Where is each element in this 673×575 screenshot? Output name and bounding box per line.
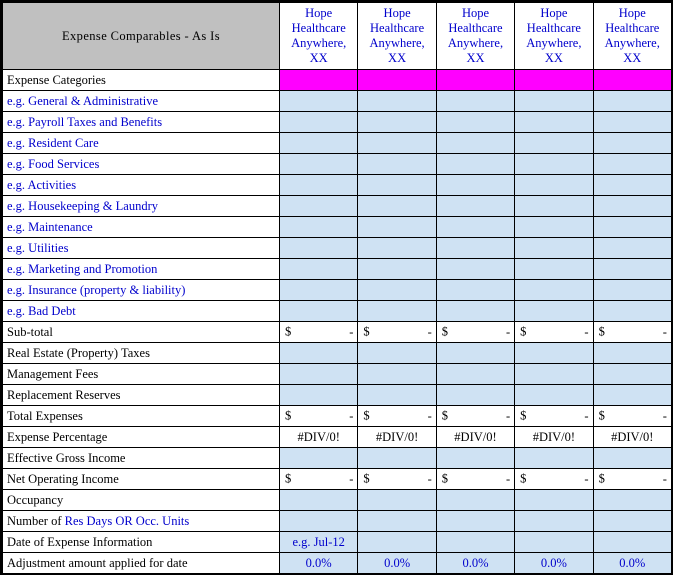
cell-r20-c1[interactable]	[280, 511, 358, 532]
table-row	[3, 469, 672, 490]
cell-r1-c3[interactable]	[436, 112, 514, 133]
row-label: Replacement Reserves	[3, 385, 280, 406]
cell-r17-c3[interactable]	[436, 448, 514, 469]
comp-header-line: XX	[388, 51, 407, 65]
cell-r16-c5[interactable]: #DIV/0!	[593, 427, 671, 448]
row-label: Total Expenses	[3, 406, 280, 427]
cell-r7-c2[interactable]	[358, 238, 436, 259]
cell-r20-c2[interactable]	[358, 511, 436, 532]
cell-r10-c1[interactable]	[280, 301, 358, 322]
cell-r13-c2[interactable]	[358, 364, 436, 385]
cell-r17-c4[interactable]	[515, 448, 593, 469]
currency-symbol: $	[285, 408, 292, 423]
comp-header-line: Hope	[305, 6, 333, 20]
comp-header-1	[280, 3, 358, 70]
expense-comparables-table	[2, 2, 672, 574]
cell-r22-c5[interactable]: 0.0%	[593, 553, 671, 574]
cell-r8-c1[interactable]	[280, 259, 358, 280]
cell-value: -	[506, 471, 511, 486]
cell-r16-c4[interactable]: #DIV/0!	[515, 427, 593, 448]
table-row	[3, 448, 672, 469]
cell-r0-c5[interactable]	[593, 91, 671, 112]
cell-r0-c4[interactable]	[515, 91, 593, 112]
row-label	[3, 511, 280, 532]
cell-r10-c2[interactable]	[358, 301, 436, 322]
comp-header-line: Hope	[618, 6, 646, 20]
currency-symbol: $	[441, 324, 449, 339]
row-label: e.g. Activities	[3, 175, 280, 196]
currency-symbol: $	[363, 324, 370, 339]
cell-r6-c1[interactable]	[280, 217, 358, 238]
table-row	[3, 259, 672, 280]
row-label: e.g. Bad Debt	[3, 301, 280, 322]
comp-label-2: Comp 2	[358, 70, 436, 91]
cell-r19-c5[interactable]	[593, 490, 671, 511]
cell-r13-c4[interactable]	[515, 364, 593, 385]
table-row	[3, 364, 672, 385]
cell-r10-c4[interactable]	[515, 301, 593, 322]
cell-r9-c2[interactable]	[358, 280, 436, 301]
row-label: e.g. Marketing and Promotion	[3, 259, 280, 280]
cell-value: -	[662, 324, 667, 339]
cell-r21-c4[interactable]	[515, 532, 593, 553]
cell-r12-c2[interactable]	[358, 343, 436, 364]
currency-symbol: $	[441, 471, 449, 486]
cell-value: -	[349, 408, 354, 423]
cell-value: -	[662, 408, 667, 423]
cell-r5-c1[interactable]	[280, 196, 358, 217]
row-label: e.g. Insurance (property & liability)	[3, 280, 280, 301]
cell-r18-c1[interactable]	[280, 469, 358, 490]
row-label-plain: Number of	[7, 513, 65, 528]
category-header-row	[3, 70, 672, 91]
cell-r17-c2[interactable]	[358, 448, 436, 469]
page-title: Expense Comparables - As Is	[3, 3, 280, 70]
row-label-highlight: Res Days OR Occ. Units	[64, 513, 190, 528]
cell-r22-c1[interactable]: 0.0%	[280, 553, 358, 574]
cell-r3-c5[interactable]	[593, 154, 671, 175]
comp-label-3: Comp 3	[436, 70, 514, 91]
cell-r8-c3[interactable]	[436, 259, 514, 280]
cell-r11-c2[interactable]	[358, 322, 436, 343]
cell-value: -	[506, 324, 511, 339]
comp-header-line: Healthcare	[370, 21, 425, 35]
table-row	[3, 217, 672, 238]
cell-r19-c2[interactable]	[358, 490, 436, 511]
cell-r16-c1[interactable]: #DIV/0!	[280, 427, 358, 448]
comp-header-line: XX	[623, 51, 642, 65]
comp-header-line: XX	[544, 51, 563, 65]
cell-r7-c3[interactable]	[436, 238, 514, 259]
cell-r9-c5[interactable]	[593, 280, 671, 301]
cell-r9-c4[interactable]	[515, 280, 593, 301]
comp-header-line: Healthcare	[526, 21, 581, 35]
cell-r1-c4[interactable]	[515, 112, 593, 133]
cell-r18-c4[interactable]	[515, 469, 593, 490]
cell-r7-c5[interactable]	[593, 238, 671, 259]
row-label: Effective Gross Income	[3, 448, 280, 469]
comp-header-line: Hope	[461, 6, 490, 20]
cell-r19-c4[interactable]	[515, 490, 593, 511]
cell-r5-c2[interactable]	[358, 196, 436, 217]
row-label: e.g. Maintenance	[3, 217, 280, 238]
comp-header-line: XX	[466, 51, 485, 65]
cell-r14-c5[interactable]	[593, 385, 671, 406]
cell-r1-c5[interactable]	[593, 112, 671, 133]
cell-r19-c3[interactable]	[436, 490, 514, 511]
cell-r2-c3[interactable]	[436, 133, 514, 154]
table-row	[3, 301, 672, 322]
currency-symbol: $	[285, 471, 292, 486]
cell-r5-c3[interactable]	[436, 196, 514, 217]
comp-label-4: Comp 4	[515, 70, 593, 91]
cell-r5-c5[interactable]	[593, 196, 671, 217]
row-label: Date of Expense Information	[3, 532, 280, 553]
cell-value: -	[662, 471, 667, 486]
cell-r4-c2[interactable]	[358, 175, 436, 196]
cell-r18-c3[interactable]	[436, 469, 514, 490]
expense-categories-label: Expense Categories	[3, 70, 280, 91]
currency-symbol: $	[598, 471, 605, 486]
comp-header-5	[593, 3, 671, 70]
comp-header-2	[358, 3, 436, 70]
cell-r6-c4[interactable]	[515, 217, 593, 238]
cell-r5-c4[interactable]	[515, 196, 593, 217]
cell-r22-c4[interactable]: 0.0%	[515, 553, 593, 574]
cell-r12-c3[interactable]	[436, 343, 514, 364]
cell-r0-c3[interactable]	[436, 91, 514, 112]
currency-symbol: $	[363, 408, 370, 423]
cell-r3-c1[interactable]	[280, 154, 358, 175]
cell-r14-c2[interactable]	[358, 385, 436, 406]
comp-header-line: Healthcare	[291, 21, 346, 35]
cell-value: -	[506, 408, 511, 423]
row-label: Real Estate (Property) Taxes	[3, 343, 280, 364]
table-row	[3, 490, 672, 511]
currency-symbol: $	[598, 408, 605, 423]
comp-header-3	[436, 3, 514, 70]
cell-r8-c2[interactable]	[358, 259, 436, 280]
comp-header-line: Anywhere,	[526, 36, 582, 50]
cell-r4-c5[interactable]	[593, 175, 671, 196]
cell-r9-c1[interactable]	[280, 280, 358, 301]
cell-r11-c4[interactable]	[515, 322, 593, 343]
currency-symbol: $	[285, 324, 292, 339]
cell-r2-c2[interactable]	[358, 133, 436, 154]
comp-header-line: Anywhere,	[604, 36, 660, 50]
table-row	[3, 427, 672, 448]
row-label: e.g. General & Administrative	[3, 91, 280, 112]
cell-r15-c3[interactable]	[436, 406, 514, 427]
row-label: Net Operating Income	[3, 469, 280, 490]
table-row	[3, 532, 672, 553]
cell-r20-c4[interactable]	[515, 511, 593, 532]
currency-symbol: $	[598, 324, 605, 339]
table-row	[3, 112, 672, 133]
cell-r19-c1[interactable]	[280, 490, 358, 511]
cell-r11-c3[interactable]	[436, 322, 514, 343]
cell-r2-c4[interactable]	[515, 133, 593, 154]
cell-value: -	[584, 408, 589, 423]
table-row	[3, 91, 672, 112]
cell-r21-c1[interactable]: e.g. Jul-12	[280, 532, 358, 553]
cell-r11-c1[interactable]	[280, 322, 358, 343]
table-row	[3, 238, 672, 259]
cell-r6-c2[interactable]	[358, 217, 436, 238]
cell-r4-c1[interactable]	[280, 175, 358, 196]
table-row	[3, 406, 672, 427]
cell-r3-c3[interactable]	[436, 154, 514, 175]
row-label: e.g. Payroll Taxes and Benefits	[3, 112, 280, 133]
cell-r22-c3[interactable]: 0.0%	[436, 553, 514, 574]
cell-r8-c5[interactable]	[593, 259, 671, 280]
cell-r15-c1[interactable]	[280, 406, 358, 427]
cell-r12-c1[interactable]	[280, 343, 358, 364]
cell-r1-c2[interactable]	[358, 112, 436, 133]
cell-r14-c1[interactable]	[280, 385, 358, 406]
cell-r6-c5[interactable]	[593, 217, 671, 238]
cell-r4-c3[interactable]	[436, 175, 514, 196]
comp-header-4	[515, 3, 593, 70]
cell-r17-c1[interactable]	[280, 448, 358, 469]
table-row	[3, 175, 672, 196]
cell-value: -	[427, 324, 432, 339]
cell-r15-c2[interactable]	[358, 406, 436, 427]
row-label: e.g. Utilities	[3, 238, 280, 259]
comp-header-line: Hope	[540, 6, 568, 20]
cell-r16-c2[interactable]: #DIV/0!	[358, 427, 436, 448]
cell-r10-c5[interactable]	[593, 301, 671, 322]
comp-header-line: Anywhere,	[369, 36, 425, 50]
table-row	[3, 343, 672, 364]
cell-r20-c5[interactable]	[593, 511, 671, 532]
table-row	[3, 280, 672, 301]
row-label: Management Fees	[3, 364, 280, 385]
cell-r10-c3[interactable]	[436, 301, 514, 322]
cell-r4-c4[interactable]	[515, 175, 593, 196]
cell-r17-c5[interactable]	[593, 448, 671, 469]
table-row	[3, 322, 672, 343]
cell-r3-c4[interactable]	[515, 154, 593, 175]
cell-r15-c4[interactable]	[515, 406, 593, 427]
cell-r9-c3[interactable]	[436, 280, 514, 301]
cell-r1-c1[interactable]	[280, 112, 358, 133]
cell-r2-c5[interactable]	[593, 133, 671, 154]
cell-r12-c5[interactable]	[593, 343, 671, 364]
table-row	[3, 154, 672, 175]
cell-r2-c1[interactable]	[280, 133, 358, 154]
cell-r21-c2[interactable]	[358, 532, 436, 553]
currency-symbol: $	[520, 408, 527, 423]
comp-header-line: Hope	[383, 6, 411, 20]
cell-r22-c2[interactable]: 0.0%	[358, 553, 436, 574]
comp-header-line: Anywhere,	[447, 36, 504, 50]
cell-value: -	[349, 471, 354, 486]
cell-r13-c3[interactable]	[436, 364, 514, 385]
cell-r11-c5[interactable]	[593, 322, 671, 343]
cell-r3-c2[interactable]	[358, 154, 436, 175]
cell-r0-c1[interactable]	[280, 91, 358, 112]
currency-symbol: $	[520, 471, 527, 486]
comp-header-line: Healthcare	[605, 21, 660, 35]
table-row	[3, 133, 672, 154]
comp-label-1: Comp 1	[280, 70, 358, 91]
row-label: Sub-total	[3, 322, 280, 343]
cell-r20-c3[interactable]	[436, 511, 514, 532]
comp-label-5: Comp 5	[593, 70, 671, 91]
cell-r12-c4[interactable]	[515, 343, 593, 364]
row-label: e.g. Food Services	[3, 154, 280, 175]
currency-symbol: $	[520, 324, 527, 339]
row-label: e.g. Resident Care	[3, 133, 280, 154]
currency-symbol: $	[441, 408, 449, 423]
cell-r14-c4[interactable]	[515, 385, 593, 406]
row-label: Adjustment amount applied for date	[3, 553, 280, 574]
cell-r16-c3[interactable]: #DIV/0!	[436, 427, 514, 448]
comp-header-line: Healthcare	[448, 21, 503, 35]
cell-r18-c5[interactable]	[593, 469, 671, 490]
cell-value: -	[349, 324, 354, 339]
cell-r0-c2[interactable]	[358, 91, 436, 112]
cell-r14-c3[interactable]	[436, 385, 514, 406]
table-header-row	[3, 3, 672, 70]
row-label: e.g. Housekeeping & Laundry	[3, 196, 280, 217]
currency-symbol: $	[363, 471, 370, 486]
table-row	[3, 385, 672, 406]
cell-r7-c1[interactable]	[280, 238, 358, 259]
cell-value: -	[427, 408, 432, 423]
row-label: Expense Percentage	[3, 427, 280, 448]
cell-r7-c4[interactable]	[515, 238, 593, 259]
comp-header-line: Anywhere,	[291, 36, 347, 50]
cell-r21-c5[interactable]	[593, 532, 671, 553]
cell-r13-c1[interactable]	[280, 364, 358, 385]
cell-value: -	[427, 471, 432, 486]
table-row	[3, 511, 672, 532]
comp-header-line: XX	[309, 51, 328, 65]
cell-r6-c3[interactable]	[436, 217, 514, 238]
table-row	[3, 196, 672, 217]
cell-value: -	[584, 324, 589, 339]
cell-value: -	[584, 471, 589, 486]
table-row	[3, 553, 672, 574]
cell-r21-c3[interactable]	[436, 532, 514, 553]
cell-r18-c2[interactable]	[358, 469, 436, 490]
cell-r15-c5[interactable]	[593, 406, 671, 427]
row-label: Occupancy	[3, 490, 280, 511]
cell-r8-c4[interactable]	[515, 259, 593, 280]
cell-r13-c5[interactable]	[593, 364, 671, 385]
